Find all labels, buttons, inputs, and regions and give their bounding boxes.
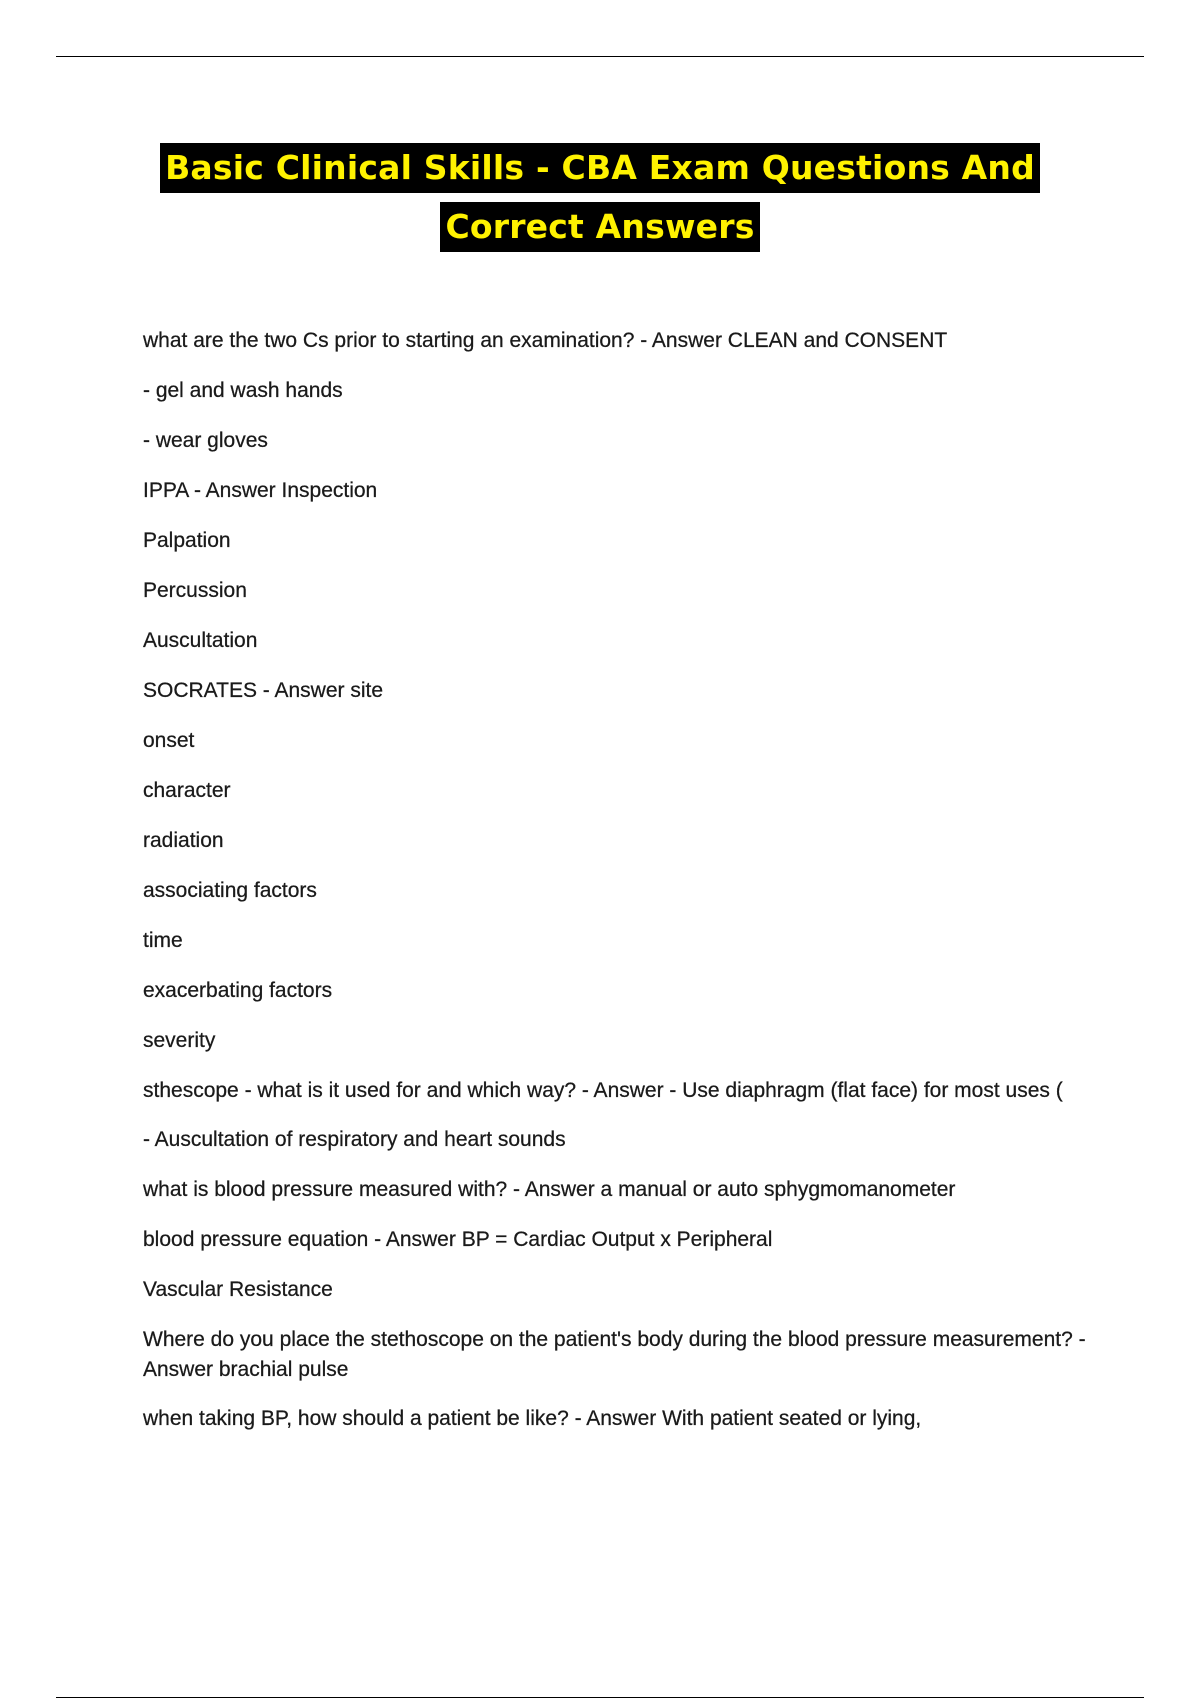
qa-line: Vascular Resistance: [143, 1278, 333, 1301]
document-body: [143, 326, 1093, 1454]
qa-line: - gel and wash hands: [143, 379, 343, 402]
qa-line: - wear gloves: [143, 429, 268, 452]
qa-line: Where do you place the stethoscope on the patient's body during the blood pressure measurement? - Answer brachial pulse: [143, 1328, 1086, 1381]
qa-line: Palpation: [143, 529, 231, 552]
qa-line: radiation: [143, 829, 224, 852]
qa-line: - Auscultation of respiratory and heart sounds: [143, 1128, 566, 1151]
qa-line: exacerbating factors: [143, 979, 333, 1002]
document-title: [100, 143, 1100, 261]
header-rule: [56, 56, 1144, 57]
title-line-1: Basic Clinical Skills - CBA Exam Questions And: [160, 143, 1040, 193]
qa-line: SOCRATES - Answer site: [143, 679, 384, 702]
qa-line: when taking BP, how should a patient be like? - Answer With patient seated or lying,: [143, 1407, 922, 1430]
qa-line: character: [143, 779, 231, 802]
qa-line: Percussion: [143, 579, 247, 602]
qa-line: sthescope - what is it used for and which way? - Answer - Use diaphragm (flat face) for most uses (: [143, 1079, 1063, 1102]
qa-line: time: [143, 929, 183, 952]
qa-line: severity: [143, 1029, 216, 1052]
qa-line: IPPA - Answer Inspection: [143, 479, 378, 502]
qa-line: onset: [143, 729, 195, 752]
title-line-2: Correct Answers: [440, 202, 759, 252]
qa-line: Auscultation: [143, 629, 258, 652]
qa-line: what are the two Cs prior to starting an examination? - Answer CLEAN and CONSENT: [143, 329, 948, 352]
qa-line: what is blood pressure measured with? - Answer a manual or auto sphygmomanometer: [143, 1178, 956, 1201]
qa-line: associating factors: [143, 879, 317, 902]
qa-line: blood pressure equation - Answer BP = Cardiac Output x Peripheral: [143, 1228, 773, 1251]
footer-rule: [56, 1697, 1144, 1698]
